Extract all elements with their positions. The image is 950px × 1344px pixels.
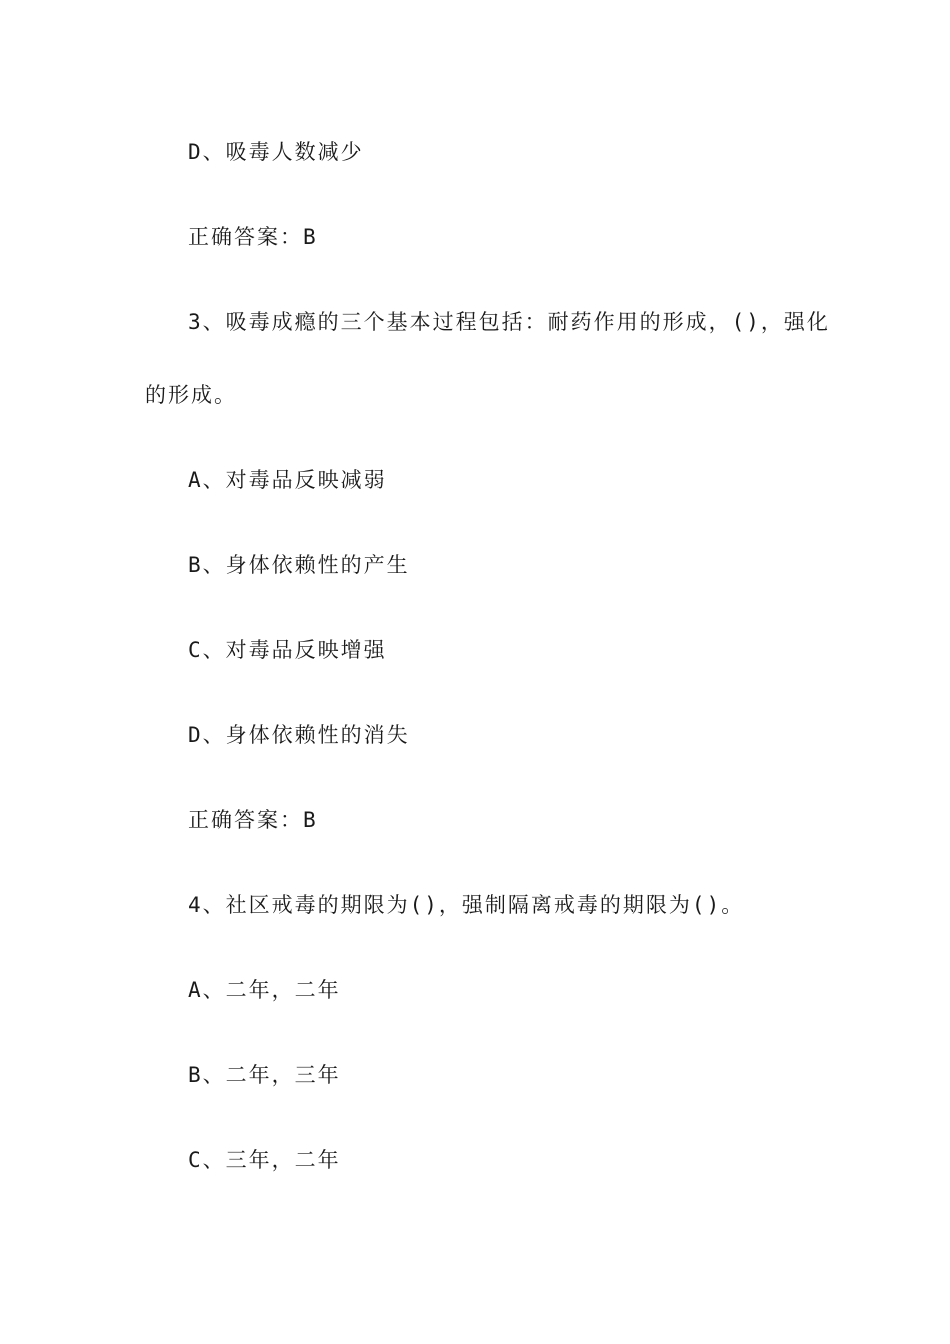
q4-stem: 4、社区戒毒的期限为()，强制隔离戒毒的期限为()。	[188, 893, 745, 917]
q2-answer: 正确答案：B	[188, 225, 318, 249]
q3-answer: 正确答案：B	[188, 808, 318, 832]
q4-option-c: C、三年，二年	[188, 1148, 341, 1172]
q4-option-a: A、二年，二年	[188, 978, 341, 1002]
q3-option-b: B、身体依赖性的产生	[188, 553, 410, 577]
q4-option-b: B、二年，三年	[188, 1063, 341, 1087]
q3-option-a: A、对毒品反映减弱	[188, 468, 387, 492]
q3-option-c: C、对毒品反映增强	[188, 638, 387, 662]
q3-stem-line1: 3、吸毒成瘾的三个基本过程包括：耐药作用的形成，()，强化	[188, 310, 830, 334]
q2-option-d: D、吸毒人数减少	[188, 140, 364, 164]
q3-stem-line2: 的形成。	[145, 383, 237, 407]
q3-option-d: D、身体依赖性的消失	[188, 723, 410, 747]
